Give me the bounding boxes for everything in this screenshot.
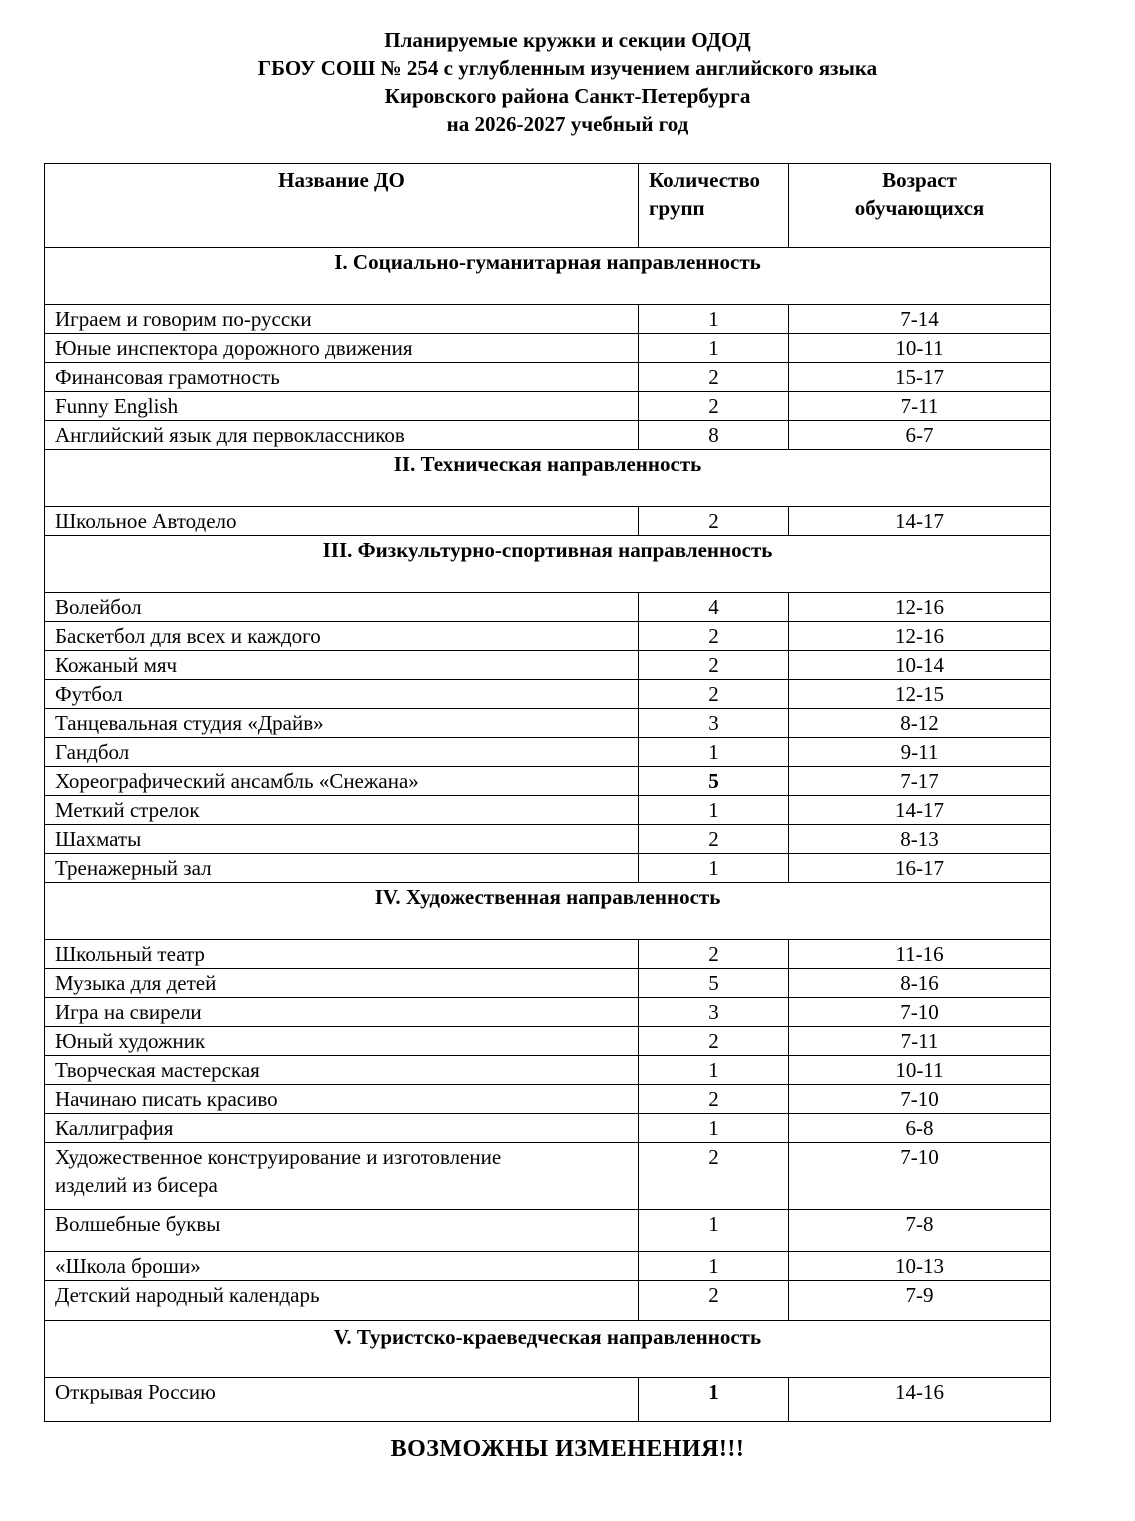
program-name: Музыка для детей <box>45 969 639 998</box>
section-row <box>45 536 1051 593</box>
age-range: 8-12 <box>789 709 1051 738</box>
section-title: V. Туристско-краеведческая направленность <box>45 1321 1051 1378</box>
program-name: Меткий стрелок <box>45 796 639 825</box>
program-name: Творческая мастерская <box>45 1056 639 1085</box>
table-row <box>45 363 1051 392</box>
group-count: 5 <box>639 969 789 998</box>
group-count: 2 <box>639 940 789 969</box>
table-row <box>45 334 1051 363</box>
table-row <box>45 1378 1051 1422</box>
program-name: Танцевальная студия «Драйв» <box>45 709 639 738</box>
table-row <box>45 940 1051 969</box>
changes-notice: ВОЗМОЖНЫ ИЗМЕНЕНИЯ!!! <box>390 1436 745 1462</box>
section-title: IV. Художественная направленность <box>45 883 1051 940</box>
age-range: 6-7 <box>789 421 1051 450</box>
program-name: Волейбол <box>45 593 639 622</box>
section-title: II. Техническая направленность <box>45 450 1051 507</box>
table-row <box>45 854 1051 883</box>
group-count: 1 <box>639 738 789 767</box>
title-line-2: ГБОУ СОШ № 254 с углубленным изучением английского языка <box>257 56 878 80</box>
age-range: 9-11 <box>789 738 1051 767</box>
group-count: 2 <box>639 507 789 536</box>
section-title: I. Социально-гуманитарная направленность <box>45 248 1051 305</box>
table-row <box>45 1143 1051 1210</box>
group-count: 3 <box>639 709 789 738</box>
program-name: Игра на свирели <box>45 998 639 1027</box>
table-row <box>45 825 1051 854</box>
age-range: 14-16 <box>789 1378 1051 1422</box>
age-range: 10-14 <box>789 651 1051 680</box>
program-name: Тренажерный зал <box>45 854 639 883</box>
age-range: 8-13 <box>789 825 1051 854</box>
table-row <box>45 1210 1051 1252</box>
age-range: 14-17 <box>789 796 1051 825</box>
table-row <box>45 1056 1051 1085</box>
age-range: 7-10 <box>789 1085 1051 1114</box>
group-count: 1 <box>639 1210 789 1252</box>
program-name: Funny English <box>45 392 639 421</box>
age-range: 16-17 <box>789 854 1051 883</box>
table-header-row <box>45 164 1051 248</box>
table-row <box>45 1114 1051 1143</box>
program-name: Английский язык для первоклассников <box>45 421 639 450</box>
group-count: 2 <box>639 680 789 709</box>
header-age: Возраст обучающихся <box>789 164 1051 248</box>
program-name: Волшебные буквы <box>45 1210 639 1252</box>
table-row <box>45 507 1051 536</box>
age-range: 7-17 <box>789 767 1051 796</box>
age-range: 12-16 <box>789 593 1051 622</box>
section-row <box>45 1321 1051 1378</box>
group-count: 2 <box>639 363 789 392</box>
program-name: Детский народный календарь <box>45 1281 639 1321</box>
table-row <box>45 593 1051 622</box>
program-name: Школьный театр <box>45 940 639 969</box>
section-row <box>45 883 1051 940</box>
table-row <box>45 767 1051 796</box>
age-range: 7-10 <box>789 1143 1051 1210</box>
program-name: Открывая Россию <box>45 1378 639 1422</box>
table-row <box>45 1252 1051 1281</box>
group-count: 2 <box>639 622 789 651</box>
table-row <box>45 998 1051 1027</box>
programs-table <box>44 163 1051 1422</box>
group-count: 1 <box>639 1252 789 1281</box>
table-row <box>45 392 1051 421</box>
header-name: Название ДО <box>45 164 639 248</box>
program-name: Школьное Автодело <box>45 507 639 536</box>
table-row <box>45 1027 1051 1056</box>
program-name: Шахматы <box>45 825 639 854</box>
title-line-4: на 2026-2027 учебный год <box>446 112 689 136</box>
group-count: 1 <box>639 334 789 363</box>
section-row <box>45 450 1051 507</box>
group-count: 2 <box>639 1281 789 1321</box>
group-count: 1 <box>639 796 789 825</box>
group-count: 2 <box>639 1027 789 1056</box>
age-range: 7-11 <box>789 1027 1051 1056</box>
age-range: 7-9 <box>789 1281 1051 1321</box>
program-name: Хореографический ансамбль «Снежана» <box>45 767 639 796</box>
group-count: 8 <box>639 421 789 450</box>
program-name: «Школа броши» <box>45 1252 639 1281</box>
age-range: 10-11 <box>789 334 1051 363</box>
program-name: Баскетбол для всех и каждого <box>45 622 639 651</box>
program-name: Играем и говорим по-русски <box>45 305 639 334</box>
program-name: Кожаный мяч <box>45 651 639 680</box>
age-range: 6-8 <box>789 1114 1051 1143</box>
group-count: 1 <box>639 1114 789 1143</box>
program-name: Юный художник <box>45 1027 639 1056</box>
table-row <box>45 305 1051 334</box>
table-row <box>45 969 1051 998</box>
age-range: 7-10 <box>789 998 1051 1027</box>
group-count: 2 <box>639 1143 789 1210</box>
title-line-3: Кировского района Санкт-Петербурга <box>384 84 751 108</box>
age-range: 8-16 <box>789 969 1051 998</box>
age-range: 12-16 <box>789 622 1051 651</box>
group-count: 3 <box>639 998 789 1027</box>
group-count: 1 <box>639 1056 789 1085</box>
program-name: Гандбол <box>45 738 639 767</box>
age-range: 11-16 <box>789 940 1051 969</box>
table-row <box>45 1085 1051 1114</box>
table-row <box>45 651 1051 680</box>
table-row <box>45 1281 1051 1321</box>
age-range: 7-14 <box>789 305 1051 334</box>
section-row <box>45 248 1051 305</box>
table-row <box>45 709 1051 738</box>
table-row <box>45 796 1051 825</box>
group-count: 2 <box>639 392 789 421</box>
header-count: Количество групп <box>639 164 789 248</box>
table-row <box>45 622 1051 651</box>
age-range: 12-15 <box>789 680 1051 709</box>
group-count: 1 <box>639 305 789 334</box>
title-line-1: Планируемые кружки и секции ОДОД <box>384 28 751 52</box>
age-range: 7-11 <box>789 392 1051 421</box>
section-title: III. Физкультурно-спортивная направленность <box>45 536 1051 593</box>
group-count: 2 <box>639 825 789 854</box>
group-count: 2 <box>639 1085 789 1114</box>
program-name: Финансовая грамотность <box>45 363 639 392</box>
age-range: 7-8 <box>789 1210 1051 1252</box>
age-range: 14-17 <box>789 507 1051 536</box>
group-count: 2 <box>639 651 789 680</box>
group-count: 5 <box>639 767 789 796</box>
group-count: 4 <box>639 593 789 622</box>
age-range: 10-11 <box>789 1056 1051 1085</box>
table-row <box>45 680 1051 709</box>
group-count: 1 <box>639 854 789 883</box>
group-count: 1 <box>639 1378 789 1422</box>
program-name: Художественное конструирование и изготовление изделий из бисера <box>45 1143 639 1210</box>
age-range: 15-17 <box>789 363 1051 392</box>
program-name: Каллиграфия <box>45 1114 639 1143</box>
age-range: 10-13 <box>789 1252 1051 1281</box>
program-name: Юные инспектора дорожного движения <box>45 334 639 363</box>
table-row <box>45 738 1051 767</box>
document-title <box>0 26 1135 138</box>
table-row <box>45 421 1051 450</box>
program-name: Начинаю писать красиво <box>45 1085 639 1114</box>
program-name: Футбол <box>45 680 639 709</box>
